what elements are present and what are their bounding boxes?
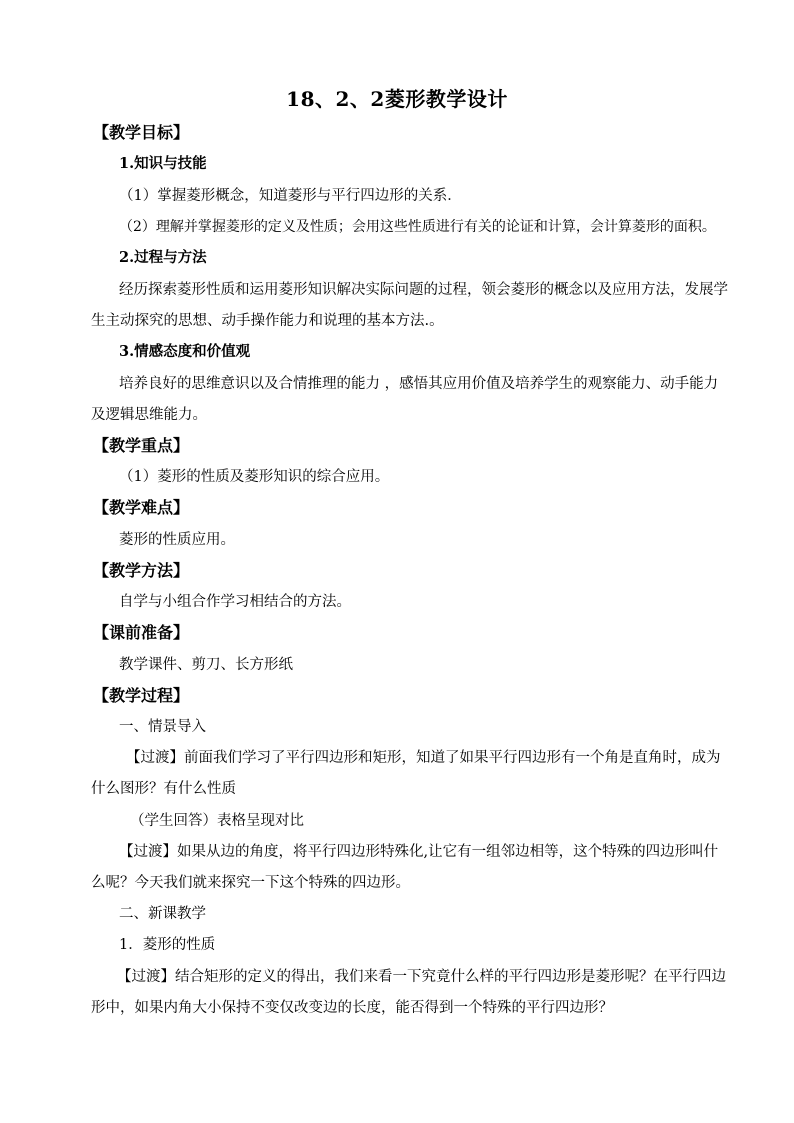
- rhombus-properties-heading: 1．菱形的性质: [119, 937, 216, 953]
- key-points-heading: 【教学重点】: [93, 436, 190, 455]
- difficulties-text: 菱形的性质应用。: [119, 532, 235, 548]
- process-method-heading: 2.过程与方法: [119, 249, 207, 266]
- methods-text: 自学与小组合作学习相结合的方法。: [119, 594, 351, 610]
- emotion-values-heading: 3.情感态度和价值观: [119, 343, 251, 360]
- key-points-item-1: （1）菱形的性质及菱形知识的综合应用。: [119, 469, 390, 485]
- transition-3-line-2: 形中，如果内角大小保持不变仅改变边的长度，能否得到一个特殊的平行四边形？: [91, 1000, 613, 1016]
- knowledge-skills-heading: 1.知识与技能: [119, 155, 207, 172]
- transition-1-line-2: 什么图形？有什么性质: [91, 781, 236, 797]
- preparation-heading: 【课前准备】: [93, 623, 190, 642]
- process-method-line-2: 生主动探究的思想、动手操作能力和说理的基本方法.。: [91, 313, 444, 329]
- methods-heading: 【教学方法】: [93, 561, 190, 580]
- preparation-text: 教学课件、剪刀、长方形纸: [119, 657, 293, 673]
- knowledge-item-2: （2）理解并掌握菱形的定义及性质；会用这些性质进行有关的论证和计算，会计算菱形的面积。: [119, 219, 716, 235]
- difficulties-heading: 【教学难点】: [93, 498, 190, 517]
- new-lesson-heading: 二、新课教学: [119, 906, 206, 922]
- emotion-values-line-1: 培养良好的思维意识以及合情推理的能力 ，感悟其应用价值及培养学生的观察能力、动手能力: [119, 376, 719, 392]
- transition-3-line-1: 【过渡】结合矩形的定义的得出，我们来看一下究竟什么样的平行四边形是菱形呢？在平行四边: [117, 969, 726, 985]
- scenario-intro-heading: 一、情景导入: [119, 719, 206, 735]
- transition-2-line-1: 【过渡】如果从边的角度，将平行四边形特殊化,让它有一组邻边相等，这个特殊的四边形叫什: [119, 844, 719, 860]
- transition-1-line-1: 【过渡】前面我们学习了平行四边形和矩形，知道了如果平行四边形有一个角是直角时，成为: [126, 750, 721, 766]
- emotion-values-line-2: 及逻辑思维能力。: [91, 407, 207, 423]
- document-title: 18、2、2菱形教学设计: [286, 87, 508, 111]
- teaching-process-heading: 【教学过程】: [93, 686, 190, 705]
- objectives-heading: 【教学目标】: [93, 123, 190, 142]
- knowledge-item-1: （1）掌握菱形概念，知道菱形与平行四边形的关系．: [119, 188, 462, 204]
- transition-2-line-2: 么呢？今天我们就来探究一下这个特殊的四边形。: [91, 875, 410, 891]
- process-method-line-1: 经历探索菱形性质和运用菱形知识解决实际问题的过程，领会菱形的概念以及应用方法，发展学: [119, 282, 728, 298]
- student-answer: （学生回答）表格呈现对比: [130, 813, 304, 829]
